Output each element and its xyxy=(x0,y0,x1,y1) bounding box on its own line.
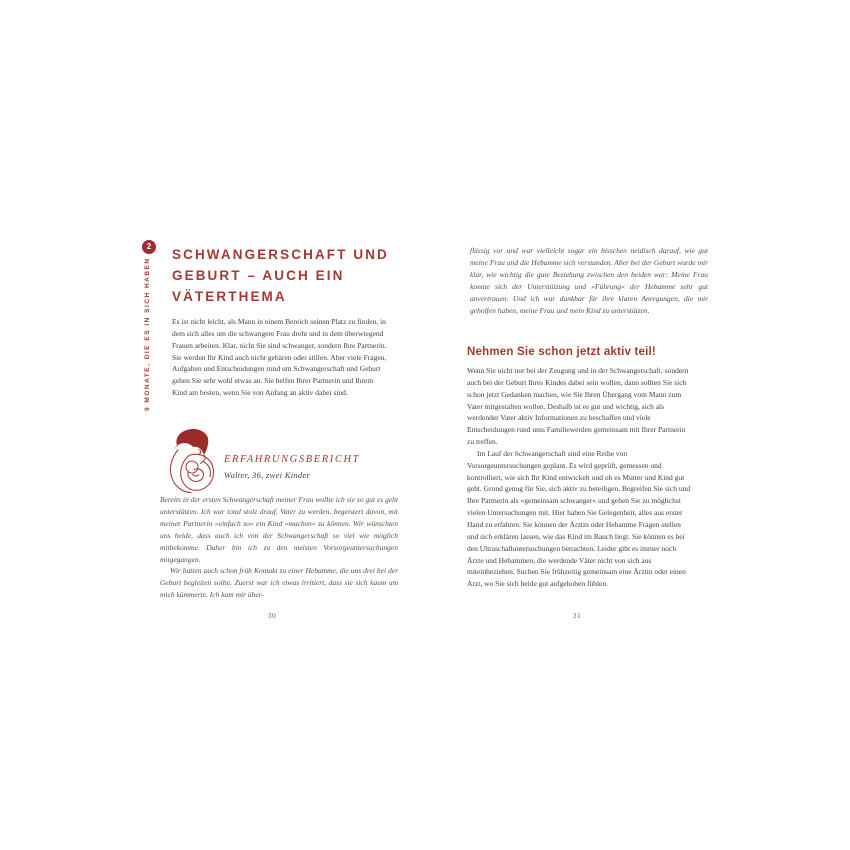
report-text xyxy=(160,494,398,601)
parent-cradling-unborn-child-illustration xyxy=(163,426,225,494)
report-author: Walter, 36, zwei Kinder xyxy=(224,470,311,480)
report-paragraph-2: Wir hatten auch schon früh Kontakt zu einer Hebamme, die uns drei bei der Geburt begleiten sollte. Zuerst war ich etwas irritiert, dass sie sich kaum um mich kümmerte. Ich kam mir über- xyxy=(160,566,398,600)
intro-paragraph: Es ist nicht leicht, als Mann in einem Bereich seinen Platz zu finden, in dem sich alles um die schwangere Frau dreht und in dem überwiegend Frauen arbeiten. Klar, nicht Sie sind schwanger, sondern Ihre Partnerin. Sie werden Ihr Kind auch nicht gebären oder stillen. Aber viele Fragen, Aufgaben und Entscheidungen rund um Schwangerschaft und Geburt gehen Sie sehr wohl etwas an. Sie helfen Ihrer Partnerin und Ihrem Kind am besten, wenn Sie von Anfang an aktiv dabei sind. xyxy=(172,317,387,398)
report-paragraph-1: Bereits in der ersten Schwangerschaft meiner Frau wollte ich sie so gut es geht unterstützen. Ich war total stolz drauf, Vater zu werden, begeistert davon, mit meiner Partnerin »einfach so« ein Kind »machen« zu können. Wir wünschten uns beide, dass auch ich von der Schwangerschaft so viel wie möglich mitbekomme. Daher bin ich zu den meisten Vorsorgeuntersuchungen mitgegangen. xyxy=(160,495,398,564)
chapter-title: SCHWANGERSCHAFT UND GEBURT – AUCH EIN VÄTERTHEMA xyxy=(172,247,389,304)
section-heading: Nehmen Sie schon jetzt aktiv teil! xyxy=(467,346,656,358)
body-paragraph-1: Wenn Sie nicht nur bei der Zeugung und in der Schwangerschaft, sondern auch bei der Geburt Ihres Kindes dabei sein wollen, dann sollten Sie sich schon jetzt Gedanken machen, wie Sie Ihren Übergang vom Mann zum Vater mitgestalten wollen. Deshalb ist es gut und wichtig, sich als werdender Vater aktiv Informationen zu beschaffen und viele Entscheidungen rund ums Familiewerden gemeinsam mit Ihrer Partnerin zu treffen. xyxy=(467,366,689,447)
report-paragraph-continued: flüssig vor und war vielleicht sogar ein bisschen neidisch darauf, wie gut meine Frau und die Hebamme sich verstanden. Aber bei der Geburt wurde mir klar, wie wichtig die gute Beziehung zwischen den beiden war: Meine Frau konnte sich der Unterstützung und »Führung« der Hebamme sehr gut anvertrauen. Und ich war dankbar für ihre klaren Anregungen, die mir geholfen haben, meine Frau und mein Kind zu unterstützen. xyxy=(470,246,708,315)
chapter-number: 2 xyxy=(146,242,152,251)
pregnancy-line-art xyxy=(163,426,225,494)
report-label: ERFAHRUNGSBERICHT xyxy=(224,454,361,465)
chapter-number-badge xyxy=(142,240,156,254)
body-paragraph-2: Im Lauf der Schwangerschaft sind eine Reihe von Vorsorgeuntersuchungen geplant. Es wird geprüft, gemessen und kontrolliert, wie sich Ihr Kind entwickelt und ob es Mutter und Kind gut geht. Grund genug für Sie, sich aktiv zu beteiligen. Begreifen Sie sich und Ihre Partnerin als »gemeinsam schwanger« und gehen Sie zu möglichst vielen Untersuchungen mit. Hier haben Sie Gelegenheit, alles aus erster Hand zu erfahren. Sie können der Ärztin oder Hebamme Fragen stellen und sich erklären lassen, wie das Kind im Bauch liegt. Sie können es bei den Ultraschalluntersuchungen betrachten. Leider gibt es immer noch Ärzte und Hebammen, die werdende Väter nicht von sich aus miteinbeziehen. Suchen Sie frühzeitig gemeinsam eine Ärztin oder einen Arzt, wo Sie sich beide gut aufgehoben fühlen. xyxy=(467,448,691,589)
page-number-left: 30 xyxy=(267,611,277,620)
section-body xyxy=(467,365,691,590)
report-text-continued xyxy=(470,245,708,316)
page-number-right: 31 xyxy=(572,611,582,620)
chapter-sidebar-label: 9 MONATE, DIE ES IN SICH HABEN xyxy=(144,257,151,411)
